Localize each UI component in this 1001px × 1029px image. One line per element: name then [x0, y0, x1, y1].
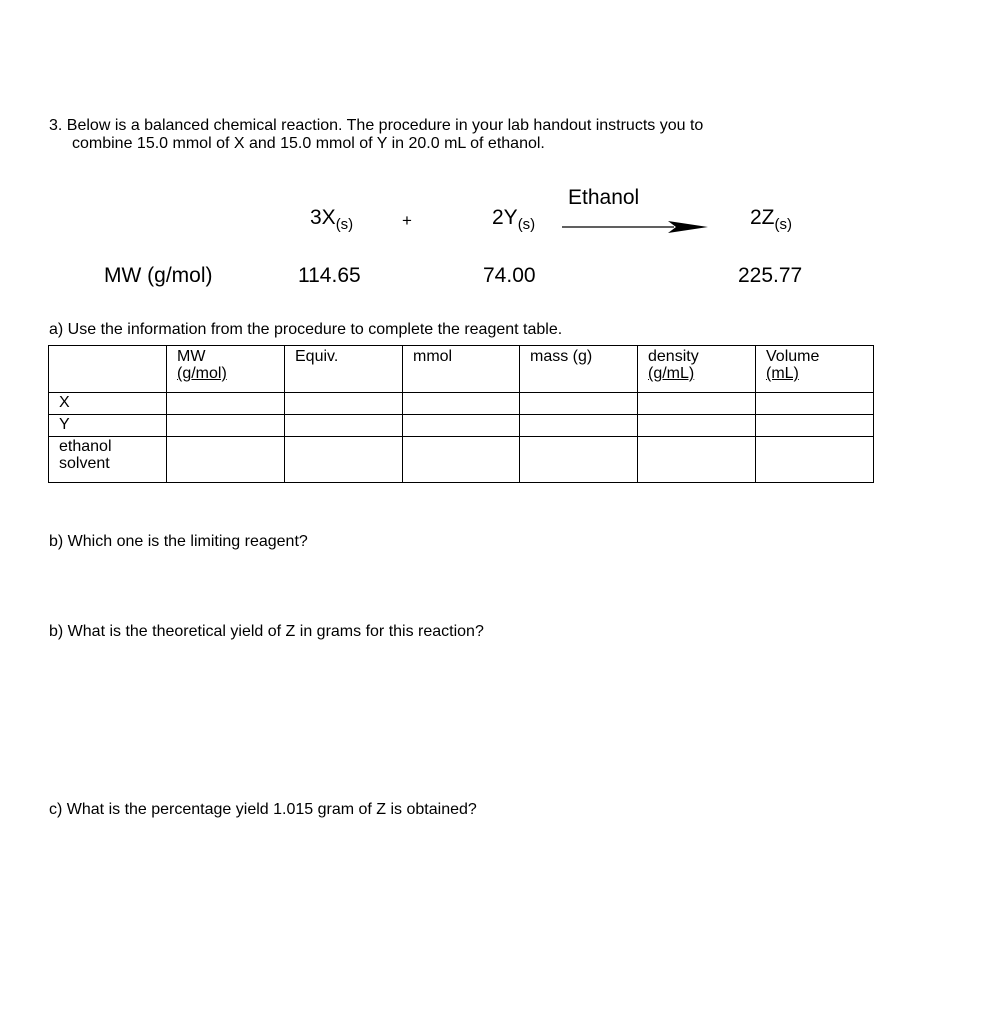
part-a-prompt: a) Use the information from the procedure to complete the reagent table. — [49, 321, 563, 338]
header-cell-mass: mass (g) — [520, 346, 638, 393]
mw-label: MW (g/mol) — [104, 264, 213, 287]
table-cell[interactable] — [403, 393, 520, 415]
table-cell[interactable] — [520, 393, 638, 415]
row-label-x: X — [49, 393, 167, 415]
question-line-2: combine 15.0 mmol of X and 15.0 mmol of Y in 20.0 mL of ethanol. — [72, 135, 545, 152]
table-cell[interactable] — [167, 393, 285, 415]
header-cell-equiv: Equiv. — [285, 346, 403, 393]
table-cell[interactable] — [167, 415, 285, 437]
mw-z: 225.77 — [738, 264, 803, 287]
table-cell[interactable] — [638, 437, 756, 483]
table-cell[interactable] — [520, 415, 638, 437]
header-cell-density: density (g/mL) — [638, 346, 756, 393]
table-cell[interactable] — [520, 437, 638, 483]
header-cell-mw: MW (g/mol) — [167, 346, 285, 393]
table-cell[interactable] — [167, 437, 285, 483]
table-row-y — [49, 415, 874, 437]
header-cell-blank — [49, 346, 167, 393]
question-line-1: 3. Below is a balanced chemical reaction. The procedure in your lab handout instructs you to — [49, 117, 704, 134]
table-cell[interactable] — [285, 437, 403, 483]
part-c-prompt: c) What is the percentage yield 1.015 gram of Z is obtained? — [49, 801, 477, 818]
mw-y: 74.00 — [483, 264, 536, 287]
header-cell-mmol: mmol — [403, 346, 520, 393]
reactant-x: $3X_{(s)}$ — [310, 206, 354, 233]
table-cell[interactable] — [638, 393, 756, 415]
row-label-ethanol: ethanol solvent — [49, 437, 167, 483]
reaction-arrow-icon — [562, 220, 708, 234]
reactant-y-state: (s) — [517, 216, 536, 233]
plus-sign: + — [402, 211, 412, 230]
table-cell[interactable] — [638, 415, 756, 437]
header-cell-volume: Volume (mL) — [756, 346, 874, 393]
table-cell[interactable] — [285, 393, 403, 415]
table-cell[interactable] — [756, 415, 874, 437]
product-z-state: (s) — [774, 216, 793, 233]
row-label-y: Y — [49, 415, 167, 437]
part-b2-prompt: b) What is the theoretical yield of Z in grams for this reaction? — [49, 623, 484, 640]
table-cell[interactable] — [403, 437, 520, 483]
arrow-label: Ethanol — [568, 186, 640, 209]
reactant-x-state: (s) — [335, 216, 354, 233]
table-row-ethanol — [49, 437, 874, 483]
table-cell[interactable] — [756, 437, 874, 483]
part-b1-prompt: b) Which one is the limiting reagent? — [49, 533, 308, 550]
table-cell[interactable] — [285, 415, 403, 437]
table-header-row — [49, 346, 874, 393]
table-row-x — [49, 393, 874, 415]
table-cell[interactable] — [403, 415, 520, 437]
mw-x: 114.65 — [298, 264, 361, 287]
reactant-y: $2Y_{(s)}$ — [492, 206, 536, 233]
table-cell[interactable] — [756, 393, 874, 415]
product-z: $2Z_{(s)}$ — [750, 206, 793, 233]
reagent-table — [48, 345, 874, 483]
